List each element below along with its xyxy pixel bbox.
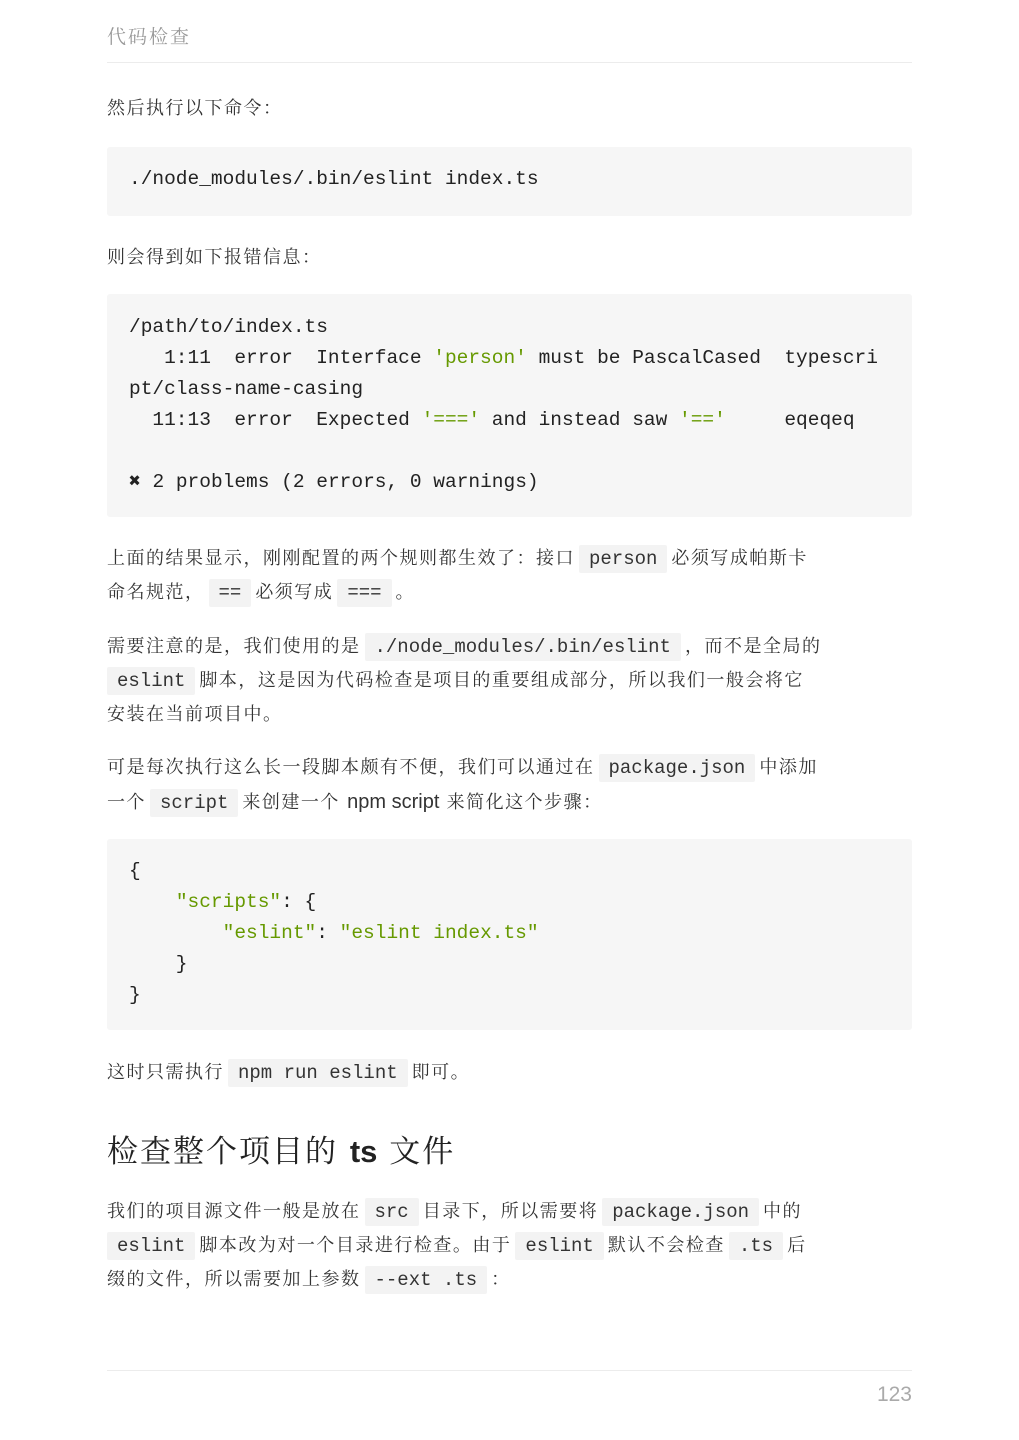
paragraph-check-directory: 我们的项目源文件一般是放在 src 目录下，所以需要将 package.json 中的 eslint 脚本改为对一个目录进行检查。由于 eslint 默认不会检查 .ts 后 缀的文件，所以需要加上参数 --ext .ts ： — [107, 1195, 912, 1297]
inline-code: person — [579, 545, 667, 573]
inline-code: === — [337, 579, 391, 607]
code-block-eslint-command — [107, 147, 912, 216]
code-line: /path/to/index.ts — [129, 316, 328, 338]
code-line: { — [129, 860, 141, 882]
inline-code: script — [150, 789, 238, 817]
code-line: "scripts": { — [175, 891, 317, 913]
code-line: ✖ 2 problems (2 errors, 0 warnings) — [129, 471, 539, 493]
running-header: 代码检查 — [107, 26, 192, 48]
inline-code: --ext .ts — [365, 1266, 488, 1294]
inline-code: package.json — [602, 1198, 759, 1226]
code-line: 11:13 error Expected '===' and instead saw '==' eqeqeq — [129, 409, 855, 431]
inline-code: package.json — [599, 754, 756, 782]
code-line: } — [129, 984, 141, 1006]
paragraph-run-command: 然后执行以下命令： — [107, 98, 283, 119]
inline-code: == — [209, 579, 252, 607]
code-line-blank — [129, 436, 912, 467]
paragraph-error-intro: 则会得到如下报错信息： — [107, 247, 322, 268]
code-line: pt/class-name-casing — [129, 378, 364, 400]
inline-code: src — [365, 1198, 419, 1226]
inline-code: npm run eslint — [228, 1059, 408, 1087]
code-block-package-json — [107, 839, 912, 1030]
page-number: 123 — [876, 1383, 912, 1406]
code-line: } — [129, 953, 188, 975]
footer-divider — [107, 1370, 912, 1371]
header-divider — [107, 62, 912, 63]
inline-code: ./node_modules/.bin/eslint — [365, 633, 681, 661]
inline-code: .ts — [729, 1232, 783, 1260]
code-line: ./node_modules/.bin/eslint index.ts — [129, 168, 539, 190]
code-line: "eslint": "eslint index.ts" — [222, 922, 539, 944]
code-line: 1:11 error Interface 'person' must be PascalCased typescri — [129, 347, 878, 369]
code-block-error-output — [107, 294, 912, 517]
paragraph-local-eslint-note: 需要注意的是，我们使用的是 ./node_modules/.bin/eslint ，而不是全局的 eslint 脚本，这是因为代码检查是项目的重要组成部分，所以我们一般会将它 安装在当前项目中。 — [107, 630, 912, 732]
paragraph-result-explanation: 上面的结果显示，刚刚配置的两个规则都生效了：接口 person 必须写成帕斯卡 命名规范， == 必须写成 === 。 — [107, 542, 912, 610]
paragraph-run-eslint: 这时只需执行 npm run eslint 即可。 — [107, 1056, 912, 1090]
inline-code: eslint — [107, 667, 195, 695]
inline-code: eslint — [107, 1232, 195, 1260]
paragraph-npm-script: 可是每次执行这么长一段脚本颇有不便，我们可以通过在 package.json 中添加 一个 script 来创建一个 npm script 来简化这个步骤： — [107, 751, 912, 820]
section-heading: 检查整个项目的 ts 文件 — [107, 1134, 456, 1170]
inline-code: eslint — [515, 1232, 603, 1260]
